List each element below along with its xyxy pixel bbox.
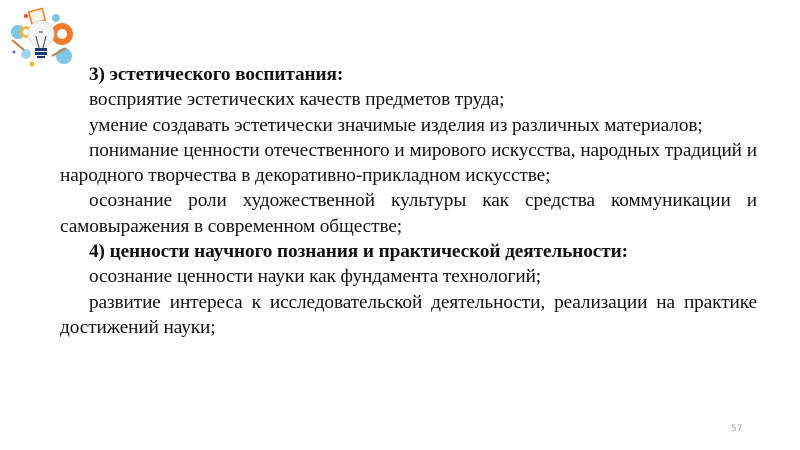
section-heading-science: 4) ценности научного познания и практической деятельности: bbox=[89, 241, 628, 263]
bullet-paragraph: восприятие эстетических качеств предметов труда; bbox=[89, 89, 505, 111]
section-heading-aesthetic: 3) эстетического воспитания: bbox=[89, 64, 344, 85]
page-number: 57 bbox=[731, 424, 743, 434]
bullet-paragraph: умение создавать эстетически значимые изделия из различных материалов; bbox=[89, 114, 703, 136]
bullet-paragraph: развитие интереса к исследовательской деятельности, реализации на практике достижений науки; bbox=[60, 291, 757, 338]
bullet-paragraph: понимание ценности отечественного и мирового искусства, народных традиций и народного творчества в декоративно-прикладном искусстве; bbox=[60, 139, 757, 187]
slide-body bbox=[60, 62, 757, 340]
bullet-paragraph: осознание роли художественной культуры как средства коммуникации и самовыражения в современном обществе; bbox=[60, 190, 757, 237]
bullet-paragraph: осознание ценности науки как фундамента технологий; bbox=[89, 266, 542, 288]
